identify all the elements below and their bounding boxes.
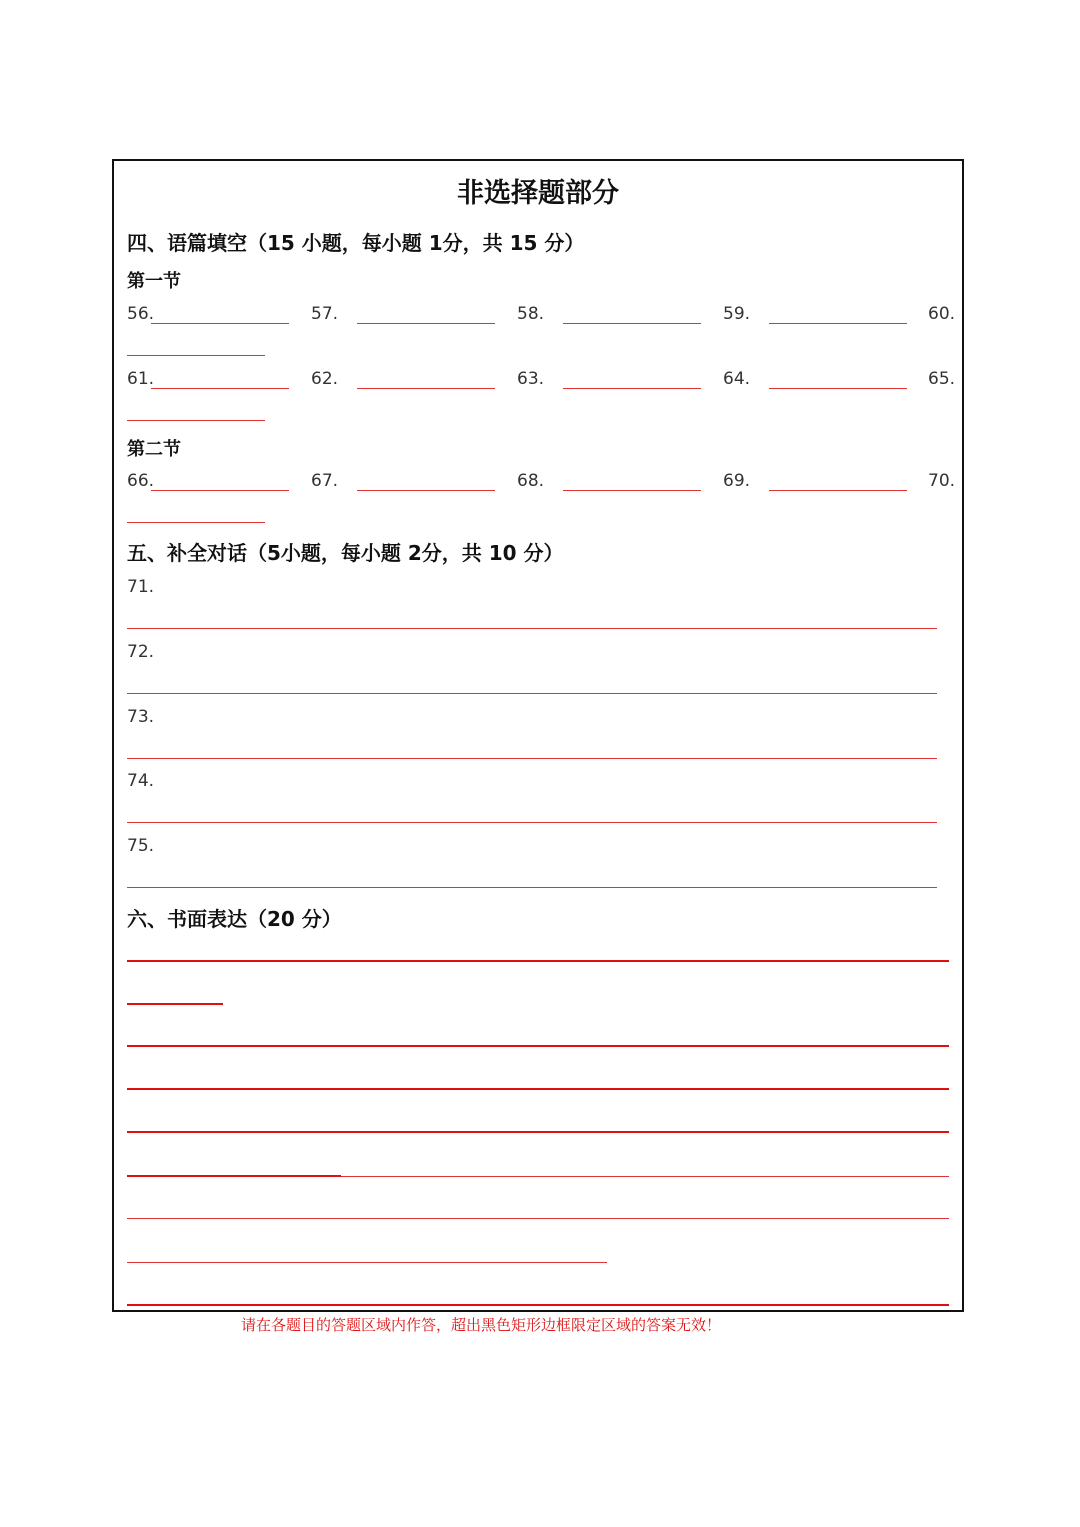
blank-number: 69. [723,471,751,491]
writing-line-1[interactable] [127,960,949,962]
answer-blank-68[interactable] [563,490,701,491]
answer-blank-64[interactable] [769,388,907,389]
writing-line-9[interactable] [127,1304,949,1306]
dialogue-answer-75[interactable] [127,887,937,888]
writing-line-3[interactable] [127,1045,949,1047]
writing-line-5[interactable] [127,1131,949,1133]
dialogue-number: 72. [127,642,155,662]
writing-line-2[interactable] [127,1003,223,1005]
writing-line-7[interactable] [127,1218,949,1219]
section4-part1-label: 第一节 [127,271,181,292]
answer-blank-59[interactable] [769,323,907,324]
section6-heading: 六、书面表达（20 分） [127,907,342,931]
answer-blank-67[interactable] [357,490,495,491]
answer-blank-69[interactable] [769,490,907,491]
dialogue-answer-74[interactable] [127,822,937,823]
writing-line-8[interactable] [127,1262,607,1263]
footer-notice: 请在各题目的答题区域内作答，超出黑色矩形边框限定区域的答案无效！ [241,1316,722,1334]
answer-blank-60[interactable] [127,355,265,356]
answer-blank-58[interactable] [563,323,701,324]
writing-line-6a[interactable] [127,1175,341,1177]
blank-number: 65. [928,369,956,389]
section4-heading: 四、语篇填空（15 小题，每小题 1分，共 15 分） [127,231,585,255]
answer-blank-63[interactable] [563,388,701,389]
dialogue-answer-71[interactable] [127,628,937,629]
dialogue-answer-72[interactable] [127,693,937,694]
blank-number: 61. [127,369,155,389]
blank-number: 58. [517,304,545,324]
dialogue-number: 75. [127,836,155,856]
blank-number: 64. [723,369,751,389]
dialogue-number: 74. [127,771,155,791]
answer-blank-66[interactable] [151,490,289,491]
dialogue-number: 73. [127,707,155,727]
blank-number: 60. [928,304,956,324]
answer-frame [112,159,964,1312]
blank-number: 67. [311,471,339,491]
blank-number: 63. [517,369,545,389]
answer-blank-56[interactable] [151,323,289,324]
answer-blank-57[interactable] [357,323,495,324]
blank-number: 70. [928,471,956,491]
blank-number: 62. [311,369,339,389]
section4-part2-label: 第二节 [127,439,181,460]
answer-blank-62[interactable] [357,388,495,389]
answer-blank-61[interactable] [151,388,289,389]
answer-blank-70[interactable] [127,522,265,523]
blank-number: 59. [723,304,751,324]
blank-number: 66. [127,471,155,491]
blank-number: 56. [127,304,155,324]
blank-number: 68. [517,471,545,491]
dialogue-number: 71. [127,577,155,597]
answer-blank-65[interactable] [127,420,265,421]
writing-line-4[interactable] [127,1088,949,1090]
page-title: 非选择题部分 [457,178,619,209]
blank-number: 57. [311,304,339,324]
writing-line-6b[interactable] [341,1176,949,1177]
dialogue-answer-73[interactable] [127,758,937,759]
section5-heading: 五、补全对话（5小题，每小题 2分，共 10 分） [127,541,564,565]
